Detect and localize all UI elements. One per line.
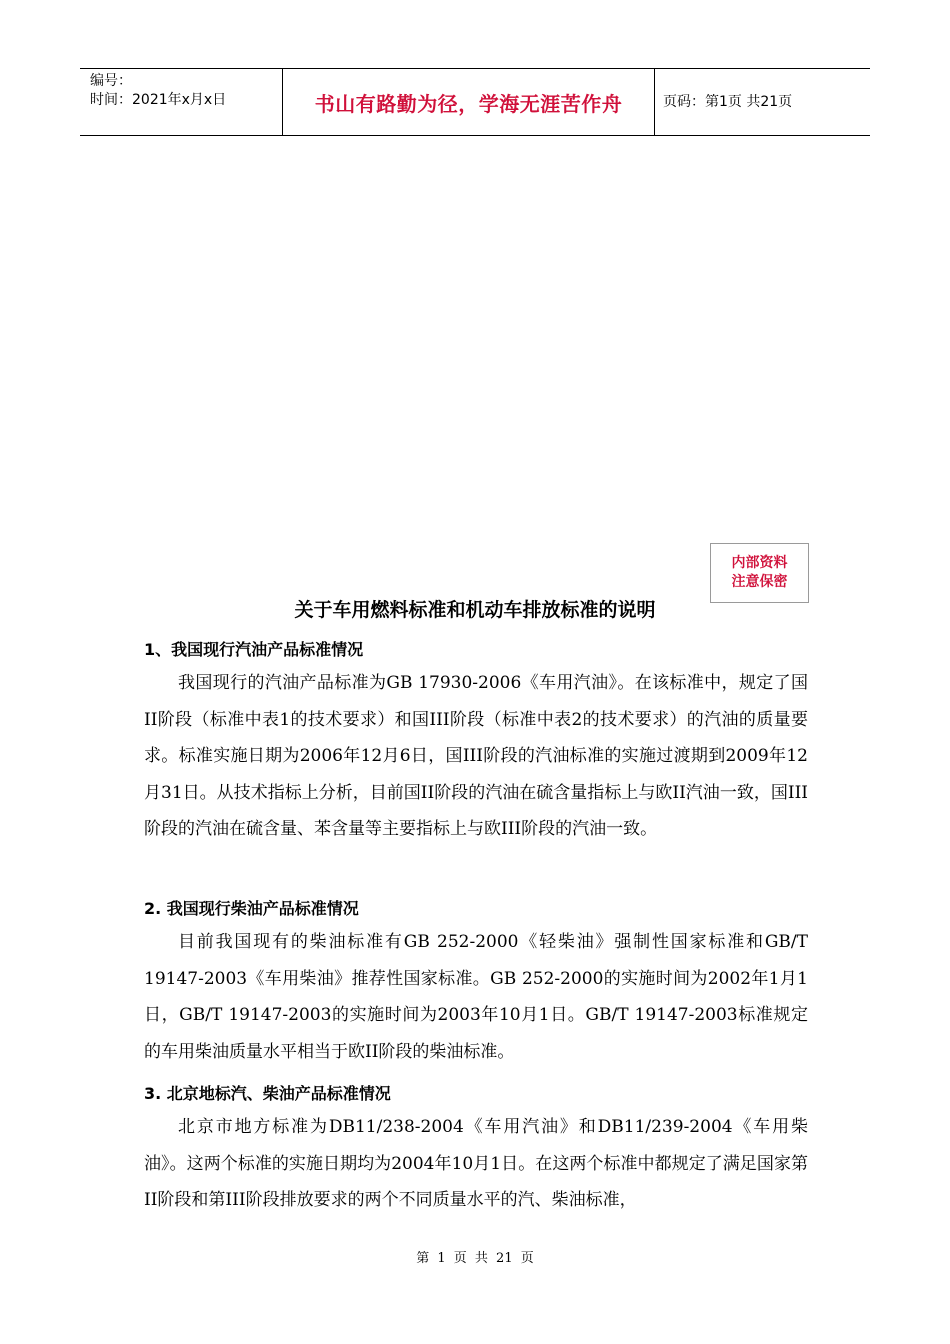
page-header xyxy=(80,68,870,136)
section-heading-3: 3. 北京地标汽、柴油产品标准情况 xyxy=(144,1084,391,1103)
header-page-cell xyxy=(655,69,870,135)
confidential-stamp xyxy=(710,543,809,603)
document-number-label: 编号： xyxy=(90,73,132,89)
section-heading-1: 1、我国现行汽油产品标准情况 xyxy=(144,640,364,659)
section-paragraph-1: 我国现行的汽油产品标准为GB 17930-2006《车用汽油》。在该标准中，规定了国II阶段（标准中表1的技术要求）和国III阶段（标准中表2的技术要求）的汽油的质量要求。标准实施日期为2006年12月6日，国III阶段的汽油标准的实施过渡期到2009年12月31日。从技术指标上分析，目前国II阶段的汽油在硫含量指标上与欧II汽油一致，国III阶段的汽油在硫含量、苯含量等主要指标上与欧III阶段的汽油一致。 xyxy=(144,673,808,839)
section-heading-2: 2. 我国现行柴油产品标准情况 xyxy=(144,899,359,918)
header-page-info: 页码：第1页 共21页 xyxy=(663,94,793,110)
document-title: 关于车用燃料标准和机动车排放标准的说明 xyxy=(294,599,656,621)
header-motto-cell xyxy=(282,69,655,135)
stamp-line-1: 内部资料 xyxy=(731,555,788,571)
document-date-label: 时间：2021年x月x日 xyxy=(90,92,227,108)
stamp-line-2: 注意保密 xyxy=(731,574,788,590)
section-paragraph-3: 北京市地方标准为DB11/238-2004《车用汽油》和DB11/239-2004《车用柴油》。这两个标准的实施日期均为2004年10月1日。在这两个标准中都规定了满足国家第II阶段和第III阶段排放要求的两个不同质量水平的汽、柴油标准， xyxy=(144,1117,808,1210)
section-paragraph-2: 目前我国现有的柴油标准有GB 252-2000《轻柴油》强制性国家标准和GB/T 19147-2003《车用柴油》推荐性国家标准。GB 252-2000的实施时间为2002年1月1日，GB/T 19147-2003的实施时间为2003年10月1日。GB/T 19147-2003标准规定的车用柴油质量水平相当于欧II阶段的柴油标准。 xyxy=(144,932,808,1062)
header-meta-cell xyxy=(80,69,282,135)
page-footer: 第 1 页 共 21 页 xyxy=(416,1251,534,1266)
header-motto: 书山有路勤为径，学海无涯苦作舟 xyxy=(314,91,623,116)
